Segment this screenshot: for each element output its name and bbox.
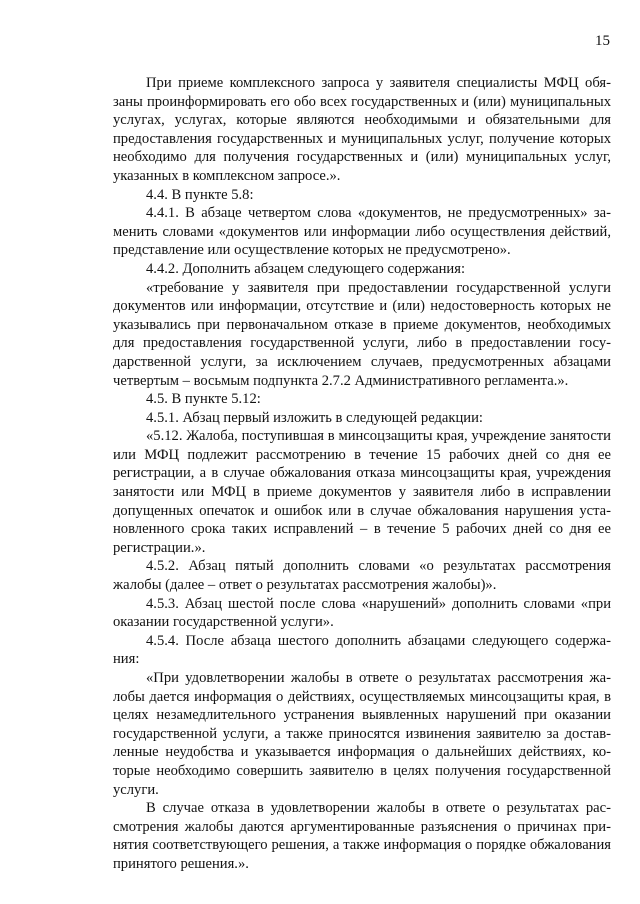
paragraph-4-5: 4.5. В пункте 5.12: bbox=[146, 391, 261, 408]
paragraph-4-4-1: 4.4.1. В абзаце четвертом слова «документов, не предусмотренных» заменить словами «документов или информации либо осуществления действий, представление или осуществление которых не предусмотрено». bbox=[113, 205, 611, 259]
paragraph-5-12-quote: «5.12. Жалоба, поступившая в минсоцзащиты края, учреждение занятости или МФЦ подлежит рассмотрению в течение 15 рабочих дней со дня ее регистрации, а в случае обжалования отказа минсоцзащиты края, учреждения занятости или МФЦ в приеме документов у заявителя либо в исправлении допущенных опечаток и ошибок или в случае обжалования нарушения установленного срока таких исправлений – в течение 5 рабочих дней со дня ее регистрации.». bbox=[113, 428, 611, 556]
paragraph-4-4-2: 4.4.2. Дополнить абзацем следующего содержания: bbox=[146, 260, 466, 277]
paragraph-4-5-3: 4.5.3. Абзац шестой после слова «нарушений» дополнить словами «при оказании государственной услуги». bbox=[113, 595, 611, 631]
paragraph-4-5-4: 4.5.4. После абзаца шестого дополнить абзацами следующего содержания: bbox=[113, 632, 611, 668]
document-body bbox=[113, 74, 611, 874]
paragraph-mfc-complex-request: При приеме комплексного запроса у заявителя специалисты МФЦ обязаны проинформировать его обо всех государственных и (или) муниципальных услугах, услугах, которые являются необходимыми и обязательными для предоставления государственных и муниципальных услуг, получение которых необходимо для получения государственных и (или) муниципальных услуг, указанных в комплексном запросе.». bbox=[113, 75, 611, 184]
paragraph-complaint-refused: В случае отказа в удовлетворении жалобы в ответе о результатах рассмотрения жалобы даются аргументированные разъяснения о причинах принятия соответствующего решения, а также информация о порядке обжалования принятого решения.». bbox=[113, 800, 611, 872]
paragraph-4-5-1: 4.5.1. Абзац первый изложить в следующей редакции: bbox=[146, 409, 483, 426]
paragraph-4-5-2: 4.5.2. Абзац пятый дополнить словами «о результатах рассмотрения жалобы (далее – ответ о результатах рассмотрения жалобы)». bbox=[113, 558, 611, 594]
paragraph-4-4: 4.4. В пункте 5.8: bbox=[146, 186, 254, 203]
page-number: 15 bbox=[595, 33, 610, 49]
paragraph-complaint-satisfied-quote: «При удовлетворении жалобы в ответе о результатах рассмотрения жалобы дается информация о действиях, осуществляемых минсоцзащиты края, в целях незамедлительного устранения выявленных нарушений при оказании государственной услуги, а также приносятся извинения заявителю за доставленные неудобства и указывается информация о дальнейших действиях, которые необходимо совершить заявителю в целях получения государственной услуги. bbox=[113, 670, 611, 798]
paragraph-requirement-quote: «требование у заявителя при предоставлении государственной услуги документов или информации, отсутствие и (или) недостоверность которых не указывались при первоначальном отказе в приеме документов, необходимых для предоставления государственной услуги, либо в предоставлении государственной услуги, за исключением случаев, предусмотренных абзацами четвертым – восьмым подпункта 2.7.2 Административного регламента.». bbox=[113, 279, 611, 389]
